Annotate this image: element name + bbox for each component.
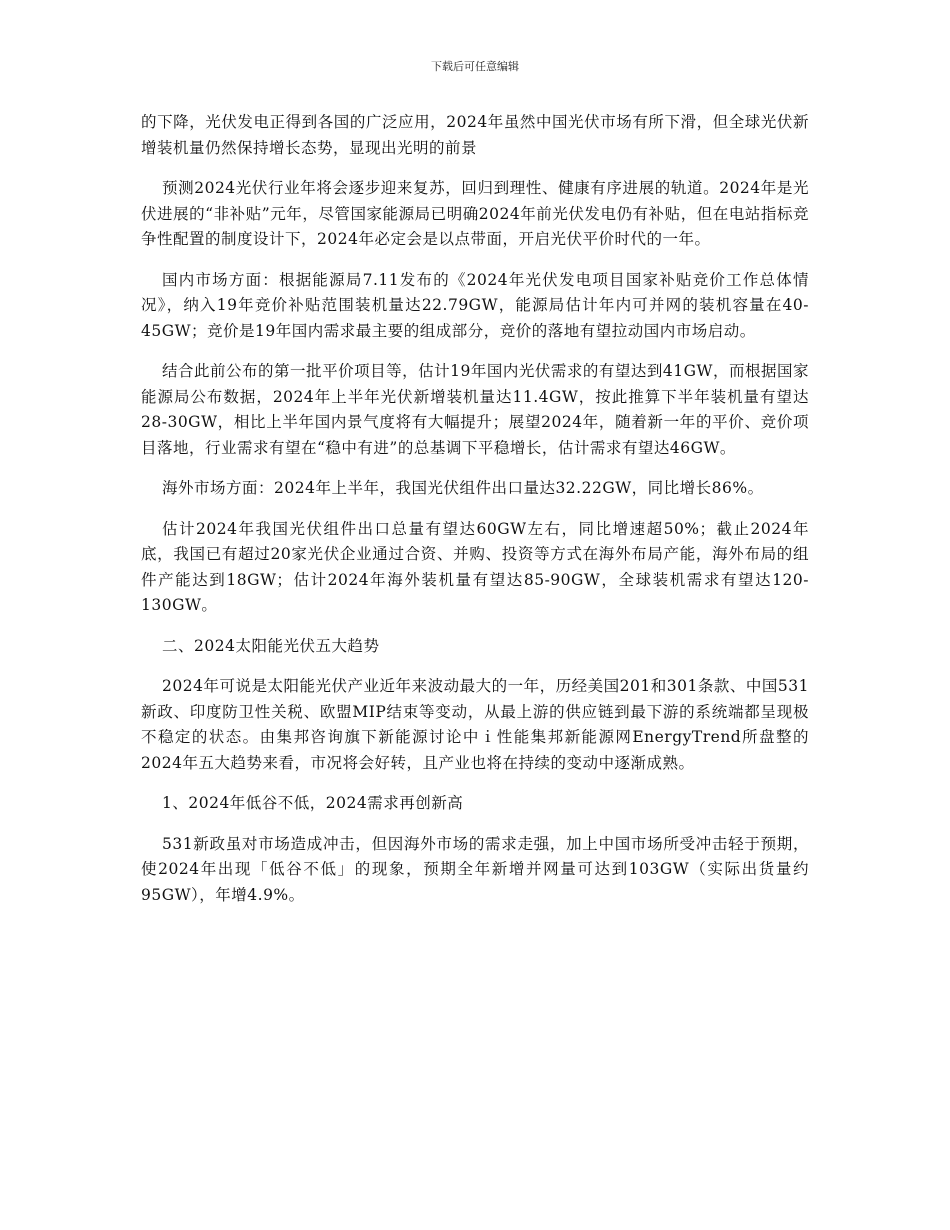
paragraph-industry-volatility: 2024年可说是太阳能光伏产业近年来波动最大的一年，历经美国201和301条款、中国531新政、印度防卫性关税、欧盟MIP结束等变动，从最上游的供应链到最下游的系统端都呈现极不稳定的状态。由集邦咨询旗下新能源讨论中ｉ性能集邦新能源网EnergyTrend所盘整的2024年五大趋势来看，市况将会好转，且产业也将在持续的变动中逐渐成熟。 bbox=[141, 677, 809, 772]
paragraph-forecast: 预测2024光伏行业年将会逐步迎来复苏，回归到理性、健康有序进展的轨道。2024年是光伏进展的“非补贴”元年，尽管国家能源局已明确2024年前光伏发电仍有补贴，但在电站指标竞争性配置的制度设计下，2024年必定会是以点带面，开启光伏平价时代的一年。 bbox=[141, 179, 809, 248]
paragraph-trend-1-detail: 531新政虽对市场造成冲击，但因海外市场的需求走强，加上中国市场所受冲击轻于预期，使2024年出现「低谷不低」的现象，预期全年新增并网量可达到103GW（实际出货量约95GW），年增4.9%。 bbox=[141, 834, 809, 904]
paragraph-intro-continuation: 的下降，光伏发电正得到各国的广泛应用，2024年虽然中国光伏市场有所下滑，但全球光伏新增装机量仍然保持增长态势，显现出光明的前景 bbox=[141, 113, 809, 157]
document-body bbox=[141, 110, 809, 923]
section-heading-five-trends: 二、2024太阳能光伏五大趋势 bbox=[162, 636, 380, 655]
subheading-trend-1: 1、2024年低谷不低，2024需求再创新高 bbox=[162, 794, 464, 812]
paragraph-domestic-demand: 结合此前公布的第一批平价项目等，估计19年国内光伏需求的有望达到41GW，而根据国家能源局公布数据，2024年上半年光伏新增装机量达11.4GW，按此推算下半年装机量有望达28-30GW，相比上半年国内景气度将有大幅提升；展望2024年，随着新一年的平价、竞价项目落地，行业需求有望在“稳中有进”的总基调下平稳增长，估计需求有望达46GW。 bbox=[141, 362, 809, 457]
paragraph-export-forecast: 估计2024年我国光伏组件出口总量有望达60GW左右，同比增速超50%；截止2024年底，我国已有超过20家光伏企业通过合资、并购、投资等方式在海外布局产能，海外布局的组件产能达到18GW；估计2024年海外装机量有望达85-90GW，全球装机需求有望达120-130GW。 bbox=[141, 519, 809, 614]
paragraph-overseas-market: 海外市场方面：2024年上半年，我国光伏组件出口量达32.22GW，同比增长86%。 bbox=[162, 479, 764, 497]
paragraph-domestic-market: 国内市场方面：根据能源局7.11发布的《2024年光伏发电项目国家补贴竞价工作总体情况》，纳入19年竞价补贴范围装机量达22.79GW，能源局估计年内可并网的装机容量在40-45GW；竞价是19年国内需求最主要的组成部分，竞价的落地有望拉动国内市场启动。 bbox=[141, 270, 809, 340]
page-header: 下载后可任意编辑 bbox=[431, 60, 519, 73]
